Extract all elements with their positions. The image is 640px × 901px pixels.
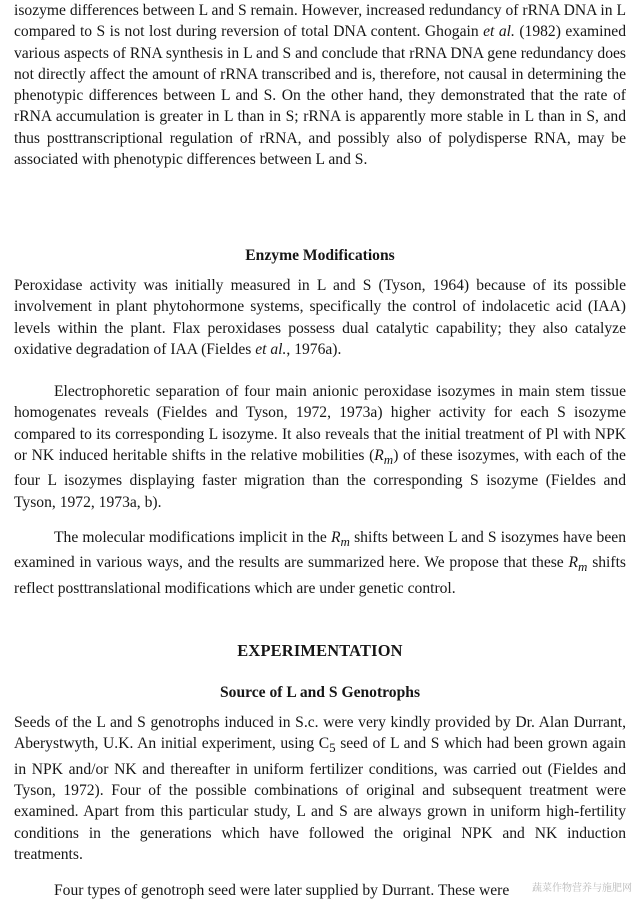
section-heading-enzyme-modifications: Enzyme Modifications <box>245 247 395 264</box>
paragraph-electrophoretic-separation: Electrophoretic separation of four main anionic peroxidase isozymes in main stem tissue homogenates reveals (Fieldes and Tyson, 1972, 1973a) higher activity for each S isozyme compared to its corresponding L isozyme. It also reveals that the initial treatment of Pl with NPK or NK induced heritable shifts in the relative mobilities $(R_m)$ of these isozymes, with each of the four L isozymes displaying faster migration than the corresponding S isozyme (Fieldes and Tyson, 1972, 1973a, b). <box>14 383 626 511</box>
subsection-heading-source-genotrophs: Source of L and S Genotrophs <box>219 684 421 701</box>
paragraph-molecular-modifications: The molecular modifications implicit in the $R_m$ shifts between L and S isozymes have been examined in various ways, and the results are summarized here. We propose that these $R_m$ shifts reflect posttranslational modifications which are under genetic control. <box>14 529 626 597</box>
paragraph-rrna-redundancy: isozyme differences between L and S remain. However, increased redundancy of rRNA DNA in L compared to S is not lost during reversion of total DNA content. Ghogain et al. (1982) examined various aspects of RNA synthesis in L and S and conclude that rRNA DNA gene redundancy does not directly affect the amount of rRNA transcribed and is, therefore, not causal in determining the phenotypic differences between L and S. On the other hand, they demonstrated that the rate of rRNA accumulation is greater in L than in S; rRNA is apparently more stable in L than in S, and thus posttranscriptional regulation of rRNA, and possibly also of polydisperse RNA, may be associated with phenotypic differences between L and S. <box>14 2 626 169</box>
paragraph-peroxidase-activity: Peroxidase activity was initially measured in L and S (Tyson, 1964) because of its possible involvement in plant phytohormone systems, specifically the control of indolacetic acid (IAA) levels within the plant. Flax peroxidases possess dual catalytic capability; they also catalyze oxidative degradation of IAA (Fieldes et al., 1976a). <box>14 277 626 358</box>
paragraph-seed-source: Seeds of the L and S genotrophs induced in S.c. were very kindly provided by Dr. Alan Durrant, Aberystwyth, U.K. An initial experiment, using $C_5$ seed of L and S which had been grown again in NPK and/or NK and thereafter in uniform fertilizer conditions, was carried out (Fieldes and Tyson, 1972). Four of the possible combinations of original and subsequent treatment were examined. Apart from this particular study, L and S are always grown in uniform high-fertility conditions in the generations which have followed the original NPK and NK induction treatments. <box>14 714 626 863</box>
site-watermark: 蔬菜作物营养与施肥网 <box>532 883 632 894</box>
paragraph-genotroph-seed-types: Four types of genotroph seed were later supplied by Durrant. These were <box>54 882 510 899</box>
section-heading-experimentation: EXPERIMENTATION <box>237 641 403 660</box>
